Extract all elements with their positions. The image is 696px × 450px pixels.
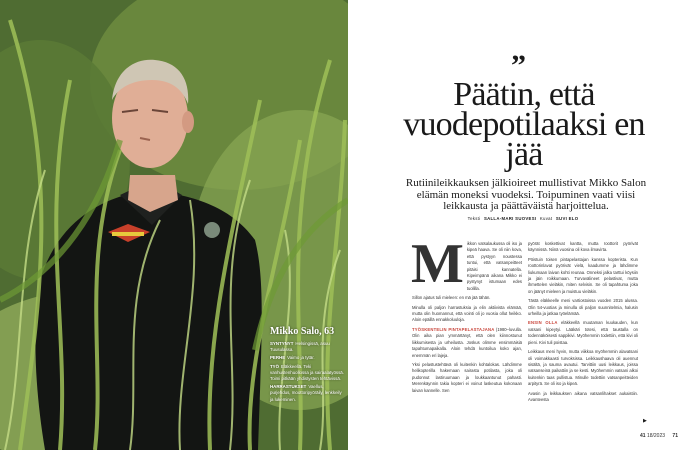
paragraph: Leikkaus meni hyvin, mutta viikkoa myöhemmin alavatsani oli voimakkaasti turvoksissa. Leikkaushaava oli auennut sisältä, ja sauma avautui. Tarvittiin uusi leikkaus, joissa vatsanseinä paikattiin ja se kesti. Myöhemmin vatsani alkoi kuitenkin taas pullistua. Minulle todettiin vatsanpeitteiden arpityrä. Se oli iso ja kipeä. [528,349,638,387]
issue-number: 18/2023 [646,433,666,439]
subhead: ENSIN OLLA [528,320,558,326]
paragraph: Yksi pelastustehtävä oli kuitenkin kohtalokas. Lähdimme helikopterilla hakemaan sairasta potilasta, joka oli pudonnut lastiruumaan ja loukkaantunut pahasti. Merenkäynnin takia kopteri ei voinut laskeutua kokonaan laivan kannelle. Sen [412,361,522,393]
caption-row-hobbies: HARRASTUKSET Vaellus, purjehdus, moottoripyöräily, lenkkeily ja lukeminen. [270,384,342,402]
article-column-1 [411,233,522,397]
paragraph: Minulla oli paljon harrastuksia ja elin aktiivista elämää, mutta olin huomannut, että vointi oli jo vuosia ollut heikko. Aloin epäillä ennakkoluuloja. [412,304,522,323]
folio [640,433,678,439]
paragraph-subhead: TYÖSKENTELIN PINTAPELASTAJANA (1980–luvulla. Olin aika pian ymmärtänyt, että olen kiinnostunut liikkumisesta ja urheilusta. Joskus olimme ensimmäisiä tapahtumapaikalla. Aloin tehdä kuntoilua koko ajan, enemmän eri lajeja. [412,326,522,358]
byline-photo-author: SUVI ELO [555,216,579,221]
magazine-brand: 41 [640,433,646,439]
caption-row-work: TYÖ Eläkkeellä. Teki vanhustenhuollossa ja sairaalatyössä. Toimi pitkään yhdistysten tehtävissä. [270,363,344,382]
paragraph-subhead: ENSIN OLLA eläkkeellä muutaman kuukauden, kun vatsani kipeytyi. Lääkäri totesi, että taustalla on todennäköisesti sappikivi. Myöhemmin todettiin, että kivi oli pieni. Kivi tuli poistaa. [528,320,638,345]
page-number: 71 [672,433,678,439]
caption-row-born: SYNTYNYT Helsingissä, asuu Tuusulassa. [270,341,330,353]
paragraph: Avasin ja leikkauksen aikana vatsanlihakset aukaistiin. Avanteesta [528,390,638,402]
continue-arrow-icon: ▶ [643,419,647,424]
byline-text-author: SALLA-MARI SUOVESI [483,216,537,221]
article-column-2 [528,241,638,406]
drop-cap: M [411,233,464,295]
headline: Päätin, että vuodepotilaaksi en jää [403,76,645,173]
byline [412,216,636,221]
subhead: TYÖSKENTELIN PINTAPELASTAJANA [412,326,495,332]
photo-caption [270,326,344,405]
byline-photo-label: Kuvat [539,216,553,221]
paragraph: Tästä eläkkeelle meni vartiostoissa vuoden 2015 alussa. Olin 54-vuotias ja minulla oli paljon suunnitelmia, halusin urheilla ja jatkaa työelämää. [528,298,638,317]
paragraph: Sillon ajatus tuli mieleen: en mä jää tähän. [412,295,491,301]
deck-text: Rutiinileikkauksen jälkioireet mullistivat Mikko Salon elämän moneksi vuodeksi. Toipuminen vaati viisi leikkausta ja päättäväistä harjoittelua. [405,177,647,212]
caption-name: Mikko Salo, 63 [270,326,335,337]
quote-mark: ” [511,49,526,82]
paragraph: Pöistuin toisen pintapelastajan kanssa kopterista. Kun roottorinlavat pyörivät vielä, kaadumme ja lähdimme liukumaan laivan kohti reunaa. Onneksi jalka tarttui köysiin ja jäin roikkumaan. Turvavälineet pelastivat, mutta ihmettelen vieläkin, miten selvisin. Se oli tapahtuma joka on jäänyt mieleen ja muistuu vieläkin. [528,256,638,294]
paragraph: pyörät koskettivat kantta, mutta roottorit pyörivät käynnissä. Niinä vuosina oli kova ilmavirta. [528,241,638,253]
byline-text-label: Teksti [467,216,481,221]
para-lead: Mikkon vatsalaukussa oli iso ja kipeä haava. Se oli niin kova, että pystyyn noustessa tuntui, että vatsanpeitteet pitäisi kannatella. Kipeimpänä aikana Mikko ei pystynyt istumaan edes tuolilla. [411,233,522,295]
caption-row-family: PERHE Vaimo ja tytär. [270,355,315,361]
